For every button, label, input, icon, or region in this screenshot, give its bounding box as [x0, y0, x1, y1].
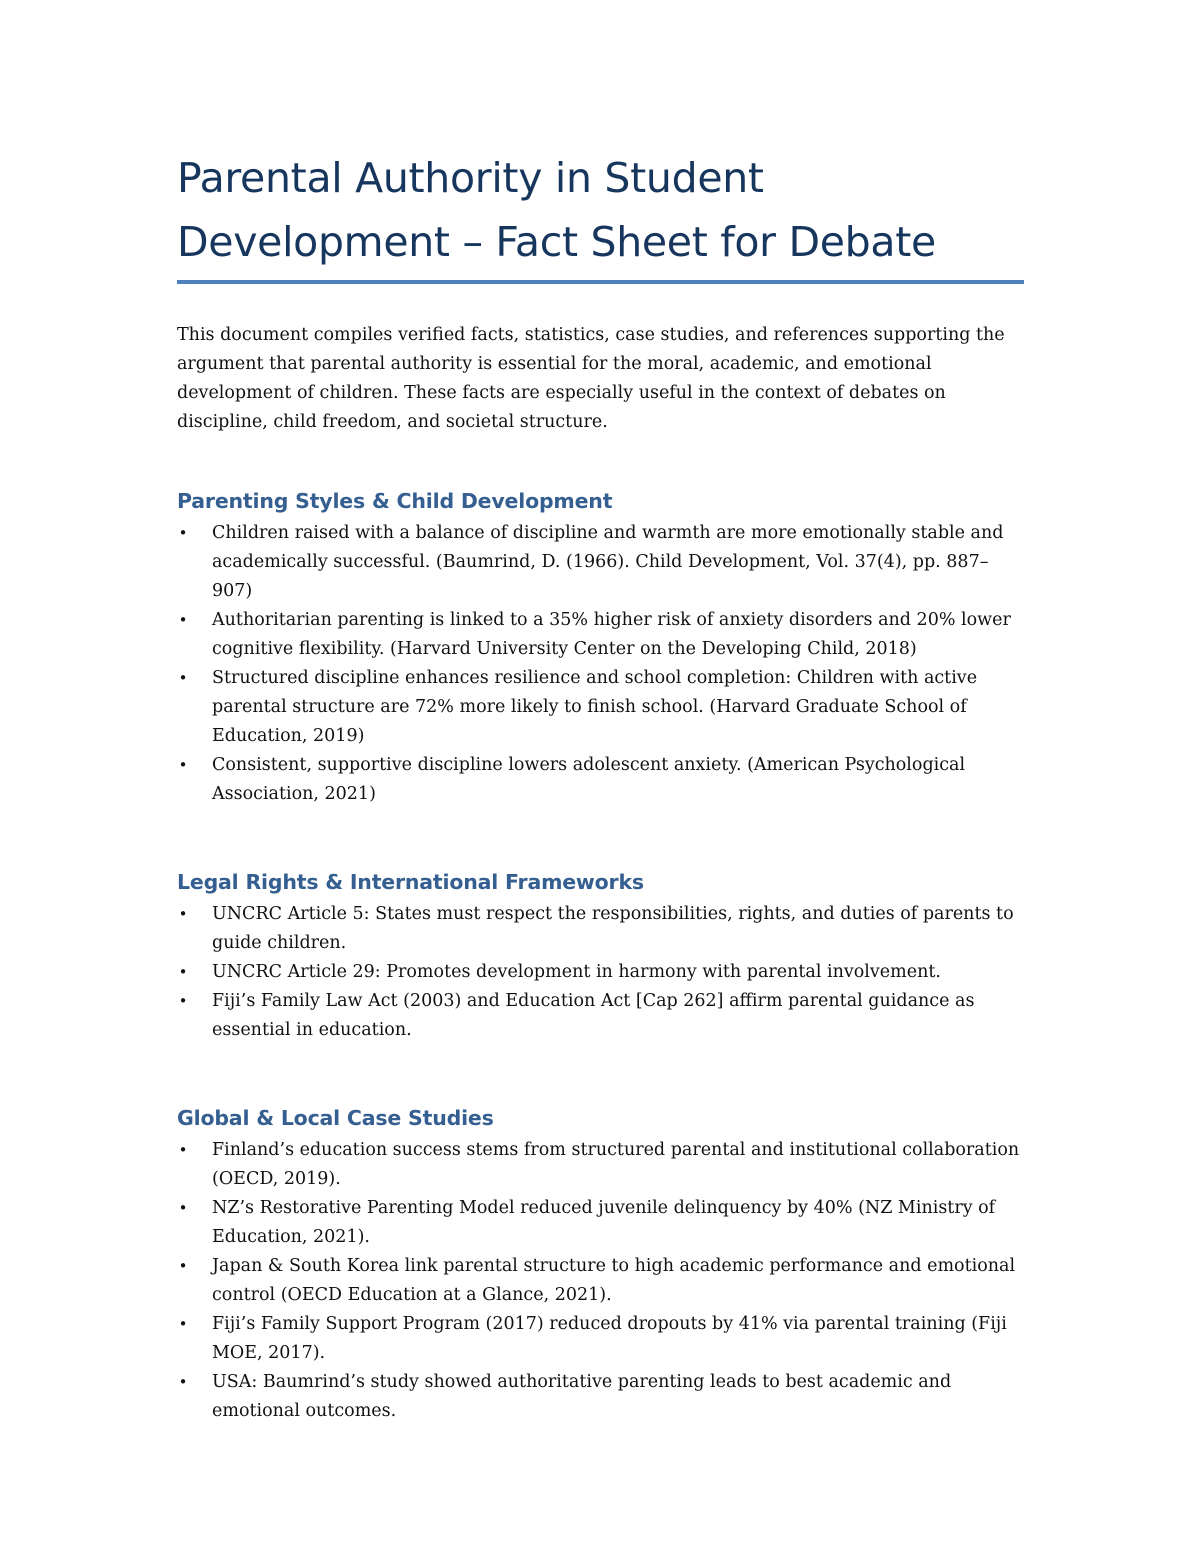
intro-paragraph: This document compiles verified facts, statistics, case studies, and references supporting the argument that parental authority is essential for the moral, academic, and emotional development of children. These facts are especially useful in the context of debates on discipline, child freedom, and societal structure. — [177, 325, 1005, 432]
list-item-text: Structured discipline enhances resilience and school completion: Children with active parental structure are 72% more likely to finish school. (Harvard Graduate School of Education, 2019) — [212, 668, 978, 746]
list-item-text: Fiji’s Family Law Act (2003) and Education Act [Cap 262] affirm parental guidance as essential in education. — [212, 991, 975, 1040]
bullet-icon: • — [178, 992, 188, 1010]
list-item-text: NZ’s Restorative Parenting Model reduced juvenile delinquency by 40% (NZ Ministry of Education, 2021). — [212, 1198, 996, 1247]
bullet-icon: • — [178, 905, 188, 923]
list-item — [177, 1136, 1025, 1194]
list-item-text: Authoritarian parenting is linked to a 35% higher risk of anxiety disorders and 20% lower cognitive flexibility. (Harvard University Center on the Developing Child, 2018) — [212, 610, 1011, 659]
list-item-text: Consistent, supportive discipline lowers adolescent anxiety. (American Psychological Association, 2021) — [212, 755, 966, 804]
bullet-icon: • — [178, 1315, 188, 1333]
bullet-list-legal-rights — [177, 900, 1025, 1045]
bullet-icon: • — [178, 1199, 188, 1217]
list-item-text: UNCRC Article 5: States must respect the responsibilities, rights, and duties of parents to guide children. — [212, 904, 1014, 953]
bullet-icon: • — [178, 756, 188, 774]
list-item — [177, 664, 1025, 751]
list-item — [177, 987, 1025, 1045]
document-body — [177, 146, 1025, 1426]
list-item-text: Children raised with a balance of discipline and warmth are more emotionally stable and academically successful. (Baumrind, D. (1966). Child Development, Vol. 37(4), pp. 887–907) — [212, 523, 1004, 601]
list-item-text: USA: Baumrind’s study showed authoritative parenting leads to best academic and emotional outcomes. — [212, 1372, 952, 1421]
list-item-text: Finland’s education success stems from structured parental and institutional collaboration (OECD, 2019). — [212, 1140, 1020, 1189]
document-title-line-2: Development – Fact Sheet for Debate — [177, 218, 936, 266]
document-title — [177, 146, 1025, 274]
document-title-line-1: Parental Authority in Student — [177, 154, 764, 202]
bullet-icon: • — [178, 669, 188, 687]
list-item — [177, 1252, 1025, 1310]
bullet-icon: • — [178, 1257, 188, 1275]
list-item — [177, 519, 1025, 606]
section-heading-legal-rights: Legal Rights & International Frameworks — [177, 870, 644, 894]
list-item-text: Japan & South Korea link parental structure to high academic performance and emotional control (OECD Education at a Glance, 2021). — [212, 1256, 1016, 1305]
bullet-icon: • — [178, 524, 188, 542]
bullet-icon: • — [178, 963, 188, 981]
list-item — [177, 900, 1025, 958]
list-item — [177, 751, 1025, 809]
bullet-icon: • — [178, 611, 188, 629]
bullet-list-parenting-styles — [177, 519, 1025, 809]
list-item-text: Fiji’s Family Support Program (2017) reduced dropouts by 41% via parental training (Fiji MOE, 2017). — [212, 1314, 1007, 1363]
title-underline-rule — [177, 280, 1024, 284]
list-item — [177, 1194, 1025, 1252]
bullet-list-case-studies — [177, 1136, 1025, 1426]
list-item — [177, 958, 1025, 987]
bullet-icon: • — [178, 1141, 188, 1159]
list-item-text: UNCRC Article 29: Promotes development in harmony with parental involvement. — [212, 962, 941, 982]
list-item — [177, 1310, 1025, 1368]
section-heading-case-studies: Global & Local Case Studies — [177, 1106, 494, 1130]
section-heading-parenting-styles: Parenting Styles & Child Development — [177, 489, 613, 513]
list-item — [177, 1368, 1025, 1426]
bullet-icon: • — [178, 1373, 188, 1391]
list-item — [177, 606, 1025, 664]
